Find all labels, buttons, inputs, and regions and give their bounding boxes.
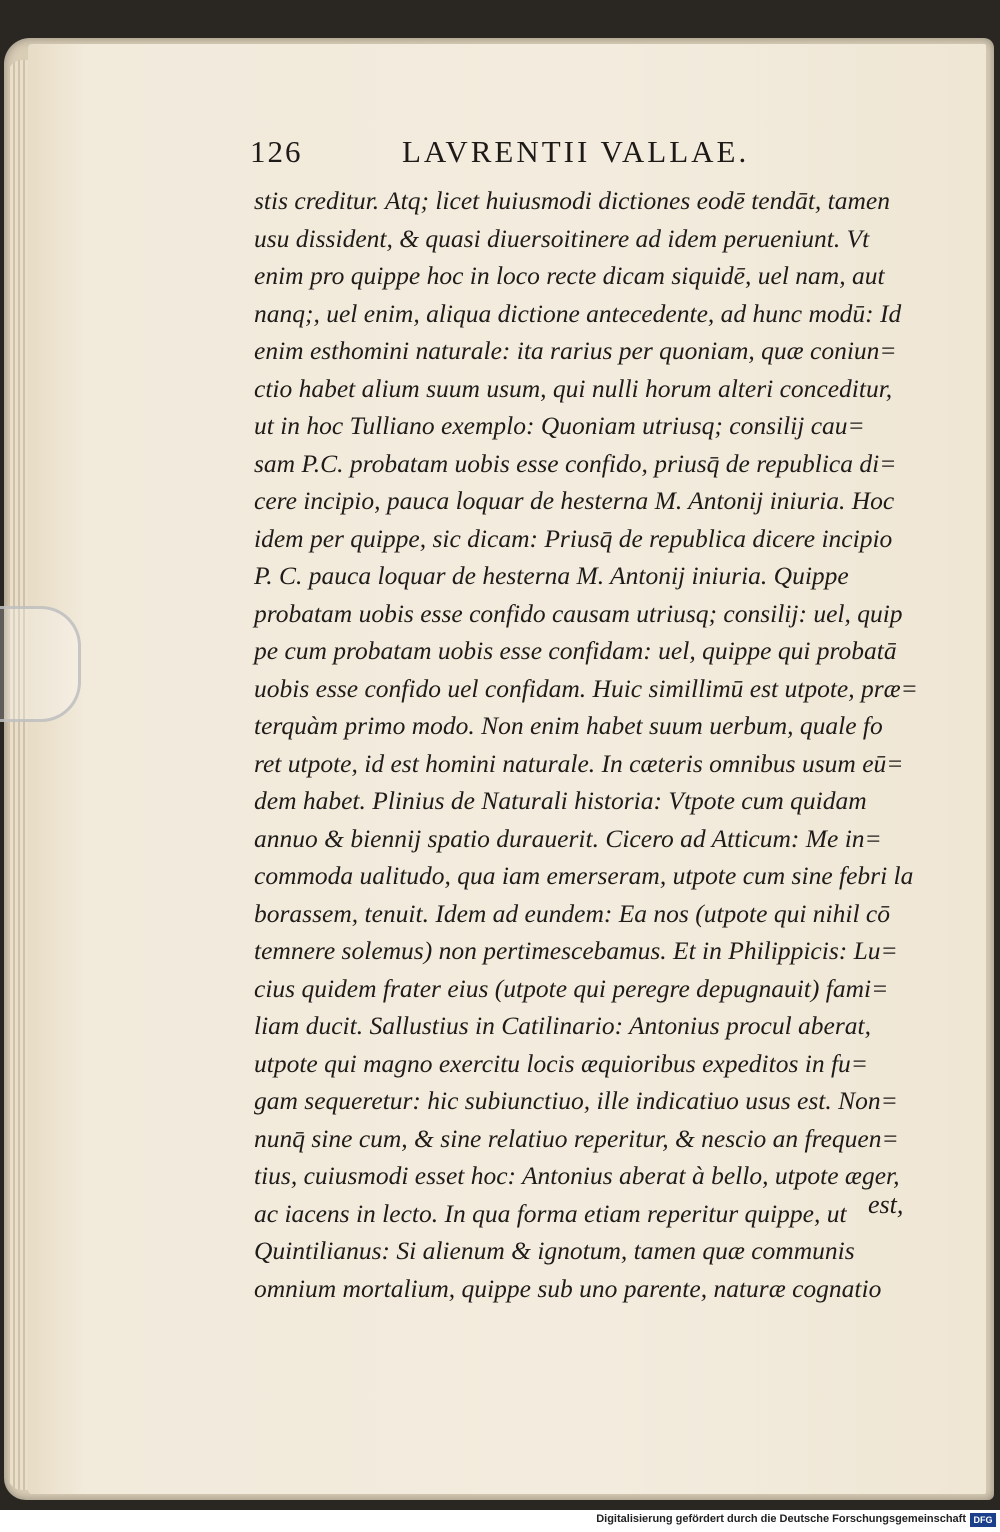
text-line: uobis esse confido uel confidam. Huic simillimū est utpote, præ= [254,673,918,703]
text-line: utpote qui magno exercitu locis æquioribus expeditos in fu= [254,1048,869,1078]
dfg-logo: DFG [970,1513,996,1527]
running-title: LAVRENTII VALLAE. [402,134,750,169]
text-line: tius, cuiusmodi esset hoc: Antonius aberat à bello, utpote æger, [254,1161,900,1190]
text-line: terquàm primo modo. Non enim habet suum uerbum, quale fo [254,711,883,740]
text-line: liam ducit. Sallustius in Catilinario: Antonius procul aberat, [254,1011,871,1040]
running-header [250,134,810,174]
text-line: borassem, tenuit. Idem ad eundem: Ea nos (utpote qui nihil cō [254,898,890,928]
footer-bar [0,1510,1000,1532]
text-line: temnere solemus) non pertimescebamus. Et in Philippicis: Lu= [254,936,898,965]
body-text [254,182,918,1307]
text-line: gam sequeretur: hic subiunctiuo, ille indicatiuo usus est. Non= [254,1086,898,1115]
funding-credit: Digitalisierung gefördert durch die Deutsche Forschungsgemeinschaft [596,1513,966,1525]
text-line: sam P.C. probatam uobis esse confido, priusq̄ de republica di= [254,448,897,478]
text-line: Quintilianus: Si alienum & ignotum, tamen quæ communis [254,1236,855,1265]
text-line: ret utpote, id est homini naturale. In cæteris omnibus usum eū= [254,748,904,778]
page-number: 126 [250,134,303,169]
text-line: nunq̄ sine cum, & sine relatiuo reperitur, & nescio an frequen= [254,1123,899,1153]
text-line: cere incipio, pauca loquar de hesterna M. Antonij iniuria. Hoc [254,486,895,515]
text-line: ctio habet alium suum usum, qui nulli horum alteri conceditur, [254,373,893,403]
text-line: probatam uobis esse confido causam utriusq; consilij: uel, quip [254,598,903,628]
text-line: P. C. pauca loquar de hesterna M. Antonij iniuria. Quippe [254,561,849,590]
text-line: annuo & biennij spatio durauerit. Cicero ad Atticum: Me in= [254,823,882,853]
text-line: commoda ualitudo, qua iam emerseram, utpote cum sine febri la [254,861,914,890]
text-line: cius quidem frater eius (utpote qui peregre depugnauit) fami= [254,973,889,1003]
text-line: ac iacens in lecto. In qua forma etiam reperitur quippe, ut [254,1198,847,1228]
text-line: stis creditur. Atq; licet huiusmodi dictiones eodē tendāt, tamen [254,186,890,215]
text-line: nanq;, uel enim, aliqua dictione antecedente, ad hunc modū: Id [254,298,902,328]
text-line: enim pro quippe hoc in loco recte dicam siquidē, uel nam, aut [254,261,885,290]
text-line: pe cum probatam uobis esse confidam: uel, quippe qui probatā [254,636,897,665]
text-line: enim esthomini naturale: ita rarius per quoniam, quæ coniun= [254,336,897,365]
text-line: dem habet. Plinius de Naturali historia: Vtpote cum quidam [254,786,867,815]
text-line: usu dissident, & quasi diuersoitinere ad idem perueniunt. Vt [254,223,870,253]
text-line: idem per quippe, sic dicam: Priusq̄ de republica dicere incipio [254,523,893,553]
text-line: ut in hoc Tulliano exemplo: Quoniam utriusq; consilij cau= [254,411,865,440]
page-clip [0,606,81,722]
catchword: est, [868,1190,904,1219]
text-line: omnium mortalium, quippe sub uno parente, naturæ cognatio [254,1273,882,1303]
